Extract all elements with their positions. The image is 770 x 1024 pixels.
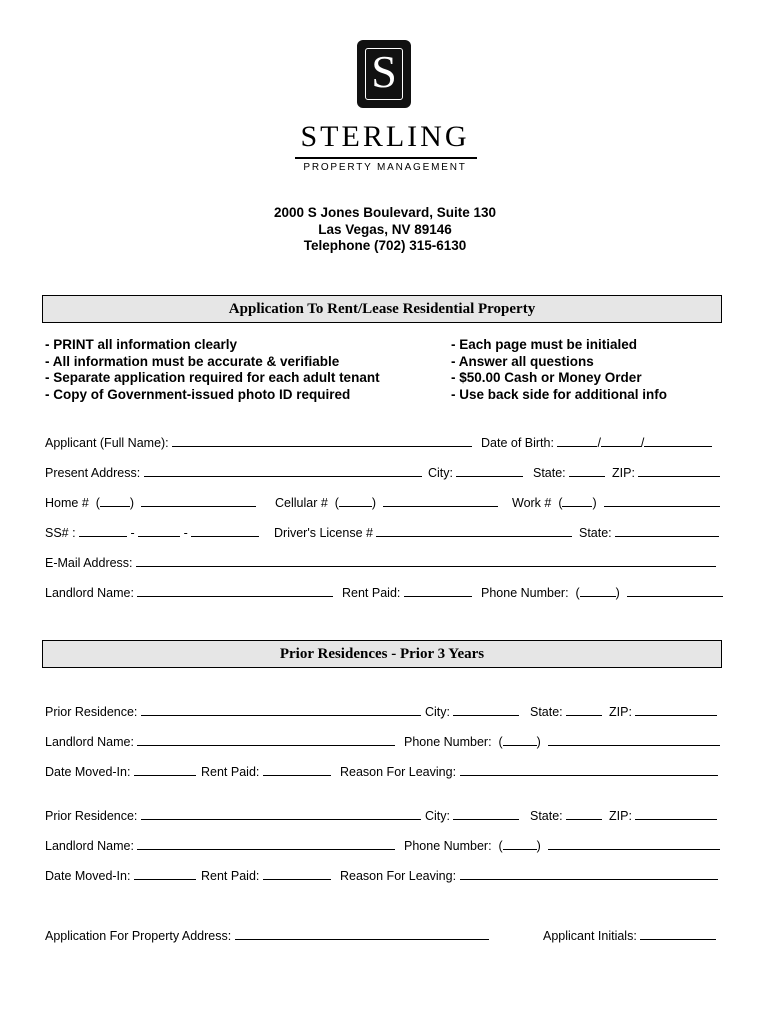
instruction-item: - Answer all questions (451, 353, 594, 369)
prior-state-field[interactable]: State: (530, 704, 602, 719)
instruction-item: - Use back side for additional info (451, 386, 668, 402)
prior-city-input[interactable] (453, 808, 519, 820)
prior-landlord-name-field[interactable]: Landlord Name: (45, 734, 395, 749)
prior-residence-field[interactable]: Prior Residence: (45, 704, 421, 719)
email-input[interactable] (136, 555, 716, 567)
company-subtitle: PROPERTY MANAGEMENT (303, 162, 467, 173)
prior-landlord-area-code-input[interactable] (503, 734, 537, 746)
home-area-code-input[interactable] (100, 495, 130, 507)
prior-zip-field[interactable]: ZIP: (609, 704, 717, 719)
prior-landlord-area-code-input[interactable] (503, 838, 537, 850)
prior-city-field[interactable]: City: (425, 704, 519, 719)
address-telephone: Telephone (702) 315-6130 (303, 238, 467, 253)
instruction-item: - PRINT all information clearly (45, 337, 238, 352)
prior-city-field[interactable]: City: (425, 808, 519, 823)
prior-zip-field[interactable]: ZIP: (609, 808, 717, 823)
prior-rent-paid-input[interactable] (263, 868, 331, 880)
instruction-item: - Copy of Government-issued photo ID required (45, 386, 351, 402)
section-header-application: Application To Rent/Lease Residential Property (42, 295, 722, 323)
landlord-area-code-input[interactable] (580, 585, 616, 597)
city-input[interactable] (456, 465, 523, 477)
instructions-right (451, 337, 667, 403)
home-phone-input[interactable] (141, 495, 256, 507)
landlord-name-field[interactable]: Landlord Name: (45, 585, 333, 600)
zip-input[interactable] (638, 465, 720, 477)
work-phone-field[interactable]: Work # ( ) (512, 495, 720, 510)
city-field[interactable]: City: (428, 465, 523, 480)
property-address-input[interactable] (235, 928, 489, 940)
prior-zip-input[interactable] (635, 808, 717, 820)
reason-for-leaving-field[interactable]: Reason For Leaving: (340, 764, 718, 779)
prior-rent-paid-field[interactable]: Rent Paid: (201, 764, 331, 779)
prior-landlord-phone-input[interactable] (548, 734, 720, 746)
address-line-1: 2000 S Jones Boulevard, Suite 130 (273, 205, 497, 220)
prior-residence-input[interactable] (141, 808, 421, 820)
reason-for-leaving-input[interactable] (460, 764, 718, 776)
prior-state-input[interactable] (566, 704, 602, 716)
instructions-left (45, 337, 380, 403)
applicant-name-input[interactable] (172, 435, 472, 447)
zip-field[interactable]: ZIP: (612, 465, 720, 480)
section-header-prior-residences: Prior Residences - Prior 3 Years (42, 640, 722, 668)
dob-day-input[interactable] (601, 435, 641, 447)
reason-for-leaving-input[interactable] (460, 868, 718, 880)
rent-paid-field[interactable]: Rent Paid: (342, 585, 472, 600)
date-moved-in-field[interactable]: Date Moved-In: (45, 764, 196, 779)
dob-year-input[interactable] (644, 435, 712, 447)
prior-landlord-phone-input[interactable] (548, 838, 720, 850)
date-moved-in-input[interactable] (134, 868, 196, 880)
dob-field[interactable]: Date of Birth: / / (481, 435, 712, 450)
prior-residence-field[interactable]: Prior Residence: (45, 808, 421, 823)
work-area-code-input[interactable] (562, 495, 592, 507)
prior-state-input[interactable] (566, 808, 602, 820)
landlord-phone-field[interactable]: Phone Number: ( ) (481, 585, 723, 600)
reason-for-leaving-field[interactable]: Reason For Leaving: (340, 868, 718, 883)
prior-landlord-name-input[interactable] (137, 838, 395, 850)
dl-state-field[interactable]: State: (579, 525, 719, 540)
ssn-part1-input[interactable] (79, 525, 127, 537)
ssn-part2-input[interactable] (138, 525, 180, 537)
dob-month-input[interactable] (557, 435, 597, 447)
prior-landlord-phone-field[interactable]: Phone Number: ( ) (404, 734, 720, 749)
logo-letter: S (371, 46, 397, 97)
drivers-license-field[interactable]: Driver's License # (274, 525, 572, 540)
email-field[interactable]: E-Mail Address: (45, 555, 716, 570)
prior-state-field[interactable]: State: (530, 808, 602, 823)
property-address-field[interactable]: Application For Property Address: (45, 928, 489, 943)
dl-state-input[interactable] (615, 525, 719, 537)
prior-landlord-name-field[interactable]: Landlord Name: (45, 838, 395, 853)
cell-phone-field[interactable]: Cellular # ( ) (275, 495, 498, 510)
state-field[interactable]: State: (533, 465, 605, 480)
date-moved-in-field[interactable]: Date Moved-In: (45, 868, 196, 883)
rent-paid-input[interactable] (404, 585, 472, 597)
address-line-2: Las Vegas, NV 89146 (318, 222, 452, 237)
applicant-name-field[interactable]: Applicant (Full Name): (45, 435, 472, 450)
drivers-license-input[interactable] (376, 525, 572, 537)
ssn-part3-input[interactable] (191, 525, 259, 537)
prior-residence-input[interactable] (141, 704, 421, 716)
prior-landlord-name-input[interactable] (137, 734, 395, 746)
present-address-input[interactable] (144, 465, 422, 477)
state-input[interactable] (569, 465, 605, 477)
applicant-initials-input[interactable] (640, 928, 716, 940)
landlord-name-input[interactable] (137, 585, 333, 597)
prior-landlord-phone-field[interactable]: Phone Number: ( ) (404, 838, 720, 853)
date-moved-in-input[interactable] (134, 764, 196, 776)
company-name: STERLING (300, 120, 470, 153)
cell-area-code-input[interactable] (339, 495, 372, 507)
instruction-item: - Each page must be initialed (451, 337, 638, 352)
prior-rent-paid-field[interactable]: Rent Paid: (201, 868, 331, 883)
instruction-item: - Separate application required for each adult tenant (45, 370, 380, 385)
brand-divider (295, 157, 477, 159)
work-phone-input[interactable] (604, 495, 720, 507)
instruction-item: - $50.00 Cash or Money Order (451, 370, 642, 385)
ssn-field[interactable]: SS# : - - (45, 525, 259, 540)
landlord-phone-input[interactable] (627, 585, 723, 597)
company-logo (357, 40, 411, 108)
applicant-initials-field[interactable]: Applicant Initials: (543, 928, 716, 943)
present-address-field[interactable]: Present Address: (45, 465, 422, 480)
home-phone-field[interactable]: Home # ( ) (45, 495, 256, 510)
prior-rent-paid-input[interactable] (263, 764, 331, 776)
cell-phone-input[interactable] (383, 495, 498, 507)
prior-city-input[interactable] (453, 704, 519, 716)
prior-zip-input[interactable] (635, 704, 717, 716)
instruction-item: - All information must be accurate & verifiable (45, 353, 340, 369)
